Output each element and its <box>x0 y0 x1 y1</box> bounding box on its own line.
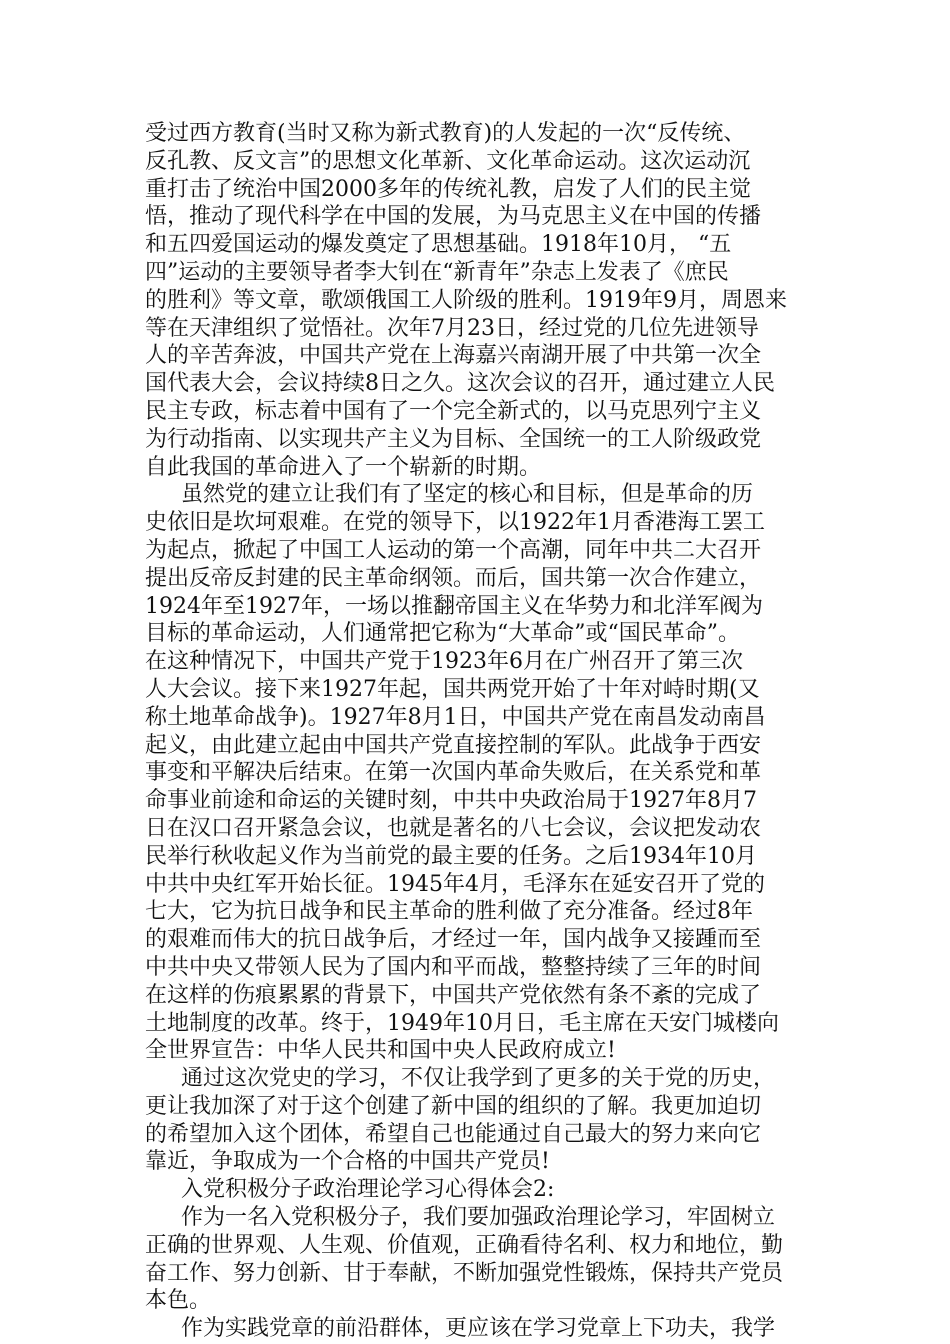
text-line: 为起点，掀起了中国工人运动的第一个高潮，同年中共二大召开 <box>145 537 762 563</box>
text-line: 通过这次党史的学习，不仅让我学到了更多的关于党的历史， <box>181 1066 776 1092</box>
text-line: 史依旧是坎坷艰难。在党的领导下，以1922年1月香港海工罢工 <box>145 510 765 536</box>
text-line: 中共中央红军开始长征。1945年4月，毛泽东在延安召开了党的 <box>145 871 765 897</box>
text-line: 本色。 <box>145 1288 212 1314</box>
text-line: 提出反帝反封建的民主革命纲领。而后，国共第一次合作建立， <box>145 565 762 591</box>
text-line: 民主专政，标志着中国有了一个完全新式的，以马克思列宁主义 <box>145 398 762 424</box>
text-line: 悟，推动了现代科学在中国的发展，为马克思主义在中国的传播 <box>145 204 762 230</box>
text-line: 为行动指南、以实现共产主义为目标、全国统一的工人阶级政党 <box>145 426 762 452</box>
text-line: 命事业前途和命运的关键时刻，中共中央政治局于1927年8月7 <box>145 788 757 814</box>
text-line: 入党积极分子政治理论学习心得体会2: <box>181 1177 555 1203</box>
document-body <box>145 120 815 1343</box>
text-line: 1924年至1927年，一场以推翻帝国主义在华势力和北洋军阀为 <box>145 593 763 619</box>
text-line: 在这样的伤痕累累的背景下，中国共产党依然有条不紊的完成了 <box>145 982 762 1008</box>
text-line: 受过西方教育(当时又称为新式教育)的人发起的一次“反传统、 <box>145 121 746 146</box>
text-line: 四”运动的主要领导者李大钊在“新青年”杂志上发表了《庶民 <box>145 259 729 285</box>
text-line: 更让我加深了对于这个创建了新中国的组织的了解。我更加迫切 <box>145 1093 762 1119</box>
text-line: 目标的革命运动，人们通常把它称为“大革命”或“国民革命”。 <box>145 621 740 647</box>
text-line: 虽然党的建立让我们有了坚定的核心和目标，但是革命的历 <box>181 482 754 508</box>
text-line: 的胜利》等文章，歌颂俄国工人阶级的胜利。1919年9月，周恩来 <box>145 287 787 313</box>
text-line: 的希望加入这个团体，希望自己也能通过自己最大的努力来向它 <box>145 1121 762 1147</box>
text-line: 七大，它为抗日战争和民主革命的胜利做了充分准备。经过8年 <box>145 899 753 925</box>
text-line: 土地制度的改革。终于，1949年10月日，毛主席在天安门城楼向 <box>145 1010 779 1036</box>
text-line: 人大会议。接下来1927年起，国共两党开始了十年对峙时期(又 <box>145 676 760 702</box>
text-line: 在这种情况下，中国共产党于1923年6月在广州召开了第三次 <box>145 649 743 675</box>
text-line: 自此我国的革命进入了一个崭新的时期。 <box>145 454 542 480</box>
text-line: 人的辛苦奔波，中国共产党在上海嘉兴南湖开展了中共第一次全 <box>145 343 762 369</box>
text-line: 作为实践党章的前沿群体，更应该在学习党章上下功夫，我学 <box>181 1316 776 1342</box>
text-line: 国代表大会，会议持续8日之久。这次会议的召开，通过建立人民 <box>145 371 775 397</box>
text-line: 日在汉口召开紧急会议，也就是著名的八七会议，会议把发动农 <box>145 815 762 841</box>
text-line: 等在天津组织了觉悟社。次年7月23日，经过党的几位先进领导 <box>145 315 759 341</box>
text-line: 和五四爱国运动的爆发奠定了思想基础。1918年10月， “五 <box>145 232 732 258</box>
text-line: 奋工作、努力创新、甘于奉献，不断加强党性锻炼，保持共产党员 <box>145 1260 784 1286</box>
text-line: 起义，由此建立起由中国共产党直接控制的军队。此战争于西安 <box>145 732 762 758</box>
text-line: 靠近，争取成为一个合格的中国共产党员! <box>145 1149 550 1175</box>
text-line: 事变和平解决后结束。在第一次国内革命失败后，在关系党和革 <box>145 760 762 786</box>
text-line: 全世界宣告：中华人民共和国中央人民政府成立! <box>145 1038 616 1064</box>
text-line: 称土地革命战争)。1927年8月1日，中国共产党在南昌发动南昌 <box>145 704 766 730</box>
text-line: 民举行秋收起义作为当前党的最主要的任务。之后1934年10月 <box>145 843 757 869</box>
text-line: 正确的世界观、人生观、价值观，正确看待名利、权力和地位，勤 <box>145 1232 784 1258</box>
text-line: 重打击了统治中国2000多年的传统礼教，启发了人们的民主觉 <box>145 176 751 202</box>
text-line: 作为一名入党积极分子，我们要加强政治理论学习，牢固树立 <box>181 1205 776 1231</box>
text-line: 的艰难而伟大的抗日战争后，才经过一年，国内战争又接踵而至 <box>145 927 762 953</box>
text-line: 反孔教、反文言”的思想文化革新、文化革命运动。这次运动沉 <box>145 148 751 174</box>
text-line: 中共中央又带领人民为了国内和平而战，整整持续了三年的时间 <box>145 954 762 980</box>
